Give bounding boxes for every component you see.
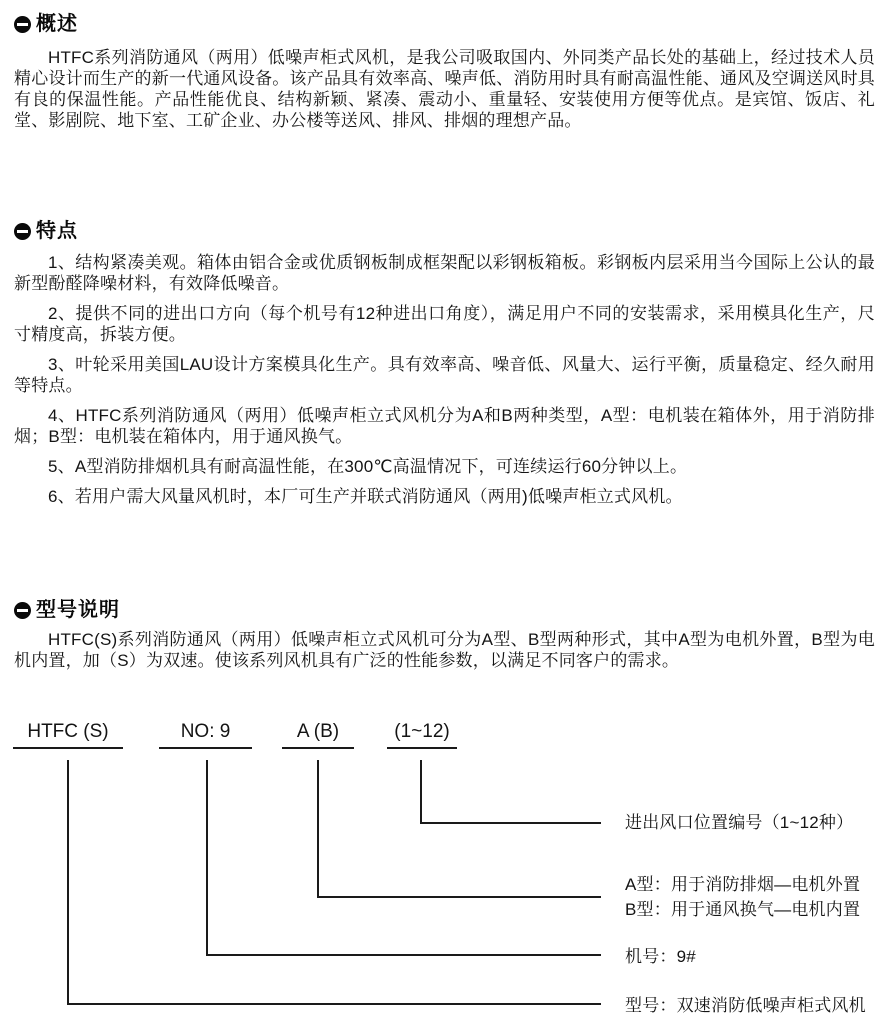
- section-bullet-icon: [14, 16, 31, 33]
- diagram-label-outlet: 进出风口位置编号（1~12种）: [625, 813, 854, 832]
- feature-item: 6、若用户需大风量风机时，本厂可生产并联式消防通风（两用)低噪声柜立式风机。: [48, 487, 683, 506]
- section-bullet-icon: [14, 223, 31, 240]
- diagram-label-size: 机号：9#: [625, 947, 696, 966]
- features-list: [14, 252, 875, 507]
- overview-paragraph: HTFC系列消防通风（两用）低噪声柜式风机，是我公司吸取国内、外同类产品长处的基础上，经过技术人员精心设计而生产的新一代通风设备。该产品具有效率高、噪声低、消防用时具有耐高温性能、通风及空调送风时具有良的保温性能。产品性能优良、结构新颖、紧凑、震动小、重量轻、安装使用方便等优点。是宾馆、饭店、礼堂、影剧院、地下室、工矿企业、办公楼等送风、排风、排烟的理想产品。: [14, 48, 875, 130]
- diagram-label-type-a: A型：用于消防排烟—电机外置: [625, 875, 861, 894]
- section-heading-overview: [14, 12, 875, 36]
- feature-item: 1、结构紧凑美观。箱体由铝合金或优质钢板制成框架配以彩钢板箱板。彩钢板内层采用当今国际上公认的最新型酚醛降噪材料，有效降低噪音。: [14, 253, 875, 293]
- diagram-term-outlet: (1~12): [387, 721, 457, 749]
- feature-item: 2、提供不同的进出口方向（每个机号有12种进出口角度），满足用户不同的安装需求，采用模具化生产，尺寸精度高，拆装方便。: [14, 304, 875, 344]
- section-bullet-icon: [14, 602, 31, 619]
- model-intro-paragraph: HTFC(S)系列消防通风（两用）低噪声柜立式风机可分为A型、B型两种形式，其中A型为电机外置，B型为电机内置，加（S）为双速。使该系列风机具有广泛的性能参数，以满足不同客户的需求。: [14, 630, 875, 670]
- diagram-connector-line: [420, 760, 601, 824]
- model-number-diagram: [0, 715, 885, 1026]
- section-title: 特点: [36, 220, 78, 242]
- diagram-label-type: [625, 872, 860, 922]
- diagram-label-type-b: B型：用于通风换气—电机内置: [625, 900, 861, 919]
- diagram-term-size: NO: 9: [159, 721, 252, 749]
- section-title: 概述: [36, 13, 78, 35]
- section-title: 型号说明: [36, 599, 120, 621]
- diagram-term-series: HTFC (S): [13, 721, 123, 749]
- feature-item: 4、HTFC系列消防通风（两用）低噪声柜立式风机分为A和B两种类型，A型：电机装在箱体外，用于消防排烟；B型：电机装在箱体内，用于通风换气。: [14, 406, 875, 446]
- diagram-label-series: 型号：双速消防低噪声柜式风机: [625, 996, 866, 1015]
- section-heading-model: [14, 598, 875, 622]
- feature-item: 3、叶轮采用美国LAU设计方案模具化生产。具有效率高、噪音低、风量大、运行平衡，质量稳定、经久耐用等特点。: [14, 355, 875, 395]
- diagram-term-type: A (B): [282, 721, 354, 749]
- feature-item: 5、A型消防排烟机具有耐高温性能，在300℃高温情况下，可连续运行60分钟以上。: [48, 457, 688, 476]
- section-heading-features: [14, 219, 875, 243]
